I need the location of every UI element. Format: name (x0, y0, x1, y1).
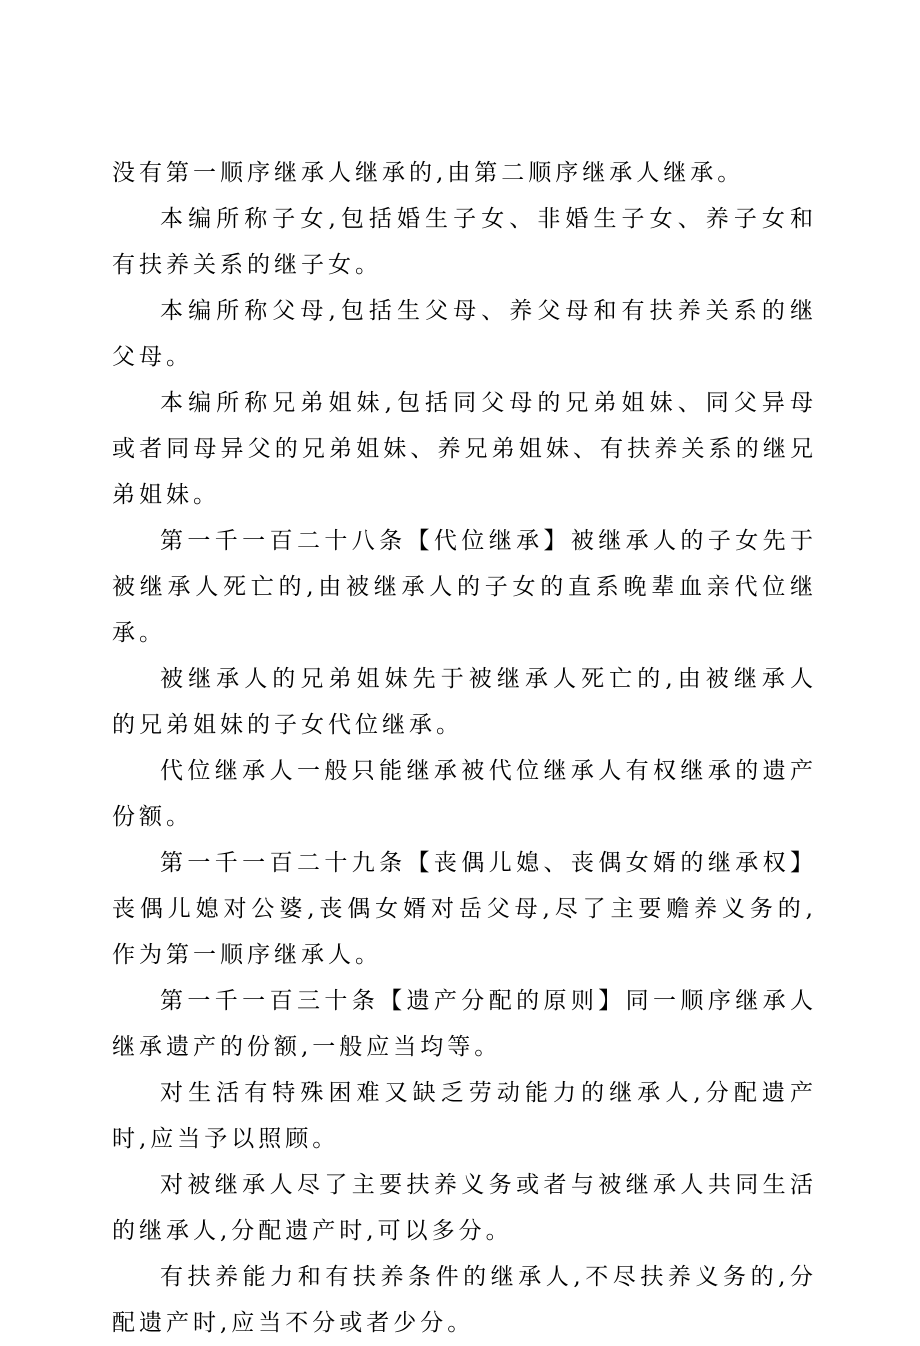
paragraph-12: 有扶养能力和有扶养条件的继承人,不尽扶养义务的,分配遗产时,应当不分或者少分。 (112, 1264, 817, 1336)
paragraph-11: 对被继承人尽了主要扶养义务或者与被继承人共同生活的继承人,分配遗产时,可以多分。 (112, 1172, 817, 1244)
paragraph-1: 没有第一顺序继承人继承的,由第二顺序继承人继承。 (112, 160, 745, 186)
paragraph-7: 代位继承人一般只能继承被代位继承人有权继承的遗产份额。 (112, 758, 817, 830)
document-page (112, 150, 817, 1346)
paragraph-5: 第一千一百二十八条【代位继承】被继承人的子女先于被继承人死亡的,由被继承人的子女的直系晚辈血亲代位继承。 (112, 528, 817, 646)
paragraph-9: 第一千一百三十条【遗产分配的原则】同一顺序继承人继承遗产的份额,一般应当均等。 (112, 988, 817, 1060)
paragraph-8: 第一千一百二十九条【丧偶儿媳、丧偶女婿的继承权】丧偶儿媳对公婆,丧偶女婿对岳父母,尽了主要赡养义务的,作为第一顺序继承人。 (112, 850, 817, 968)
paragraph-2: 本编所称子女,包括婚生子女、非婚生子女、养子女和有扶养关系的继子女。 (112, 206, 817, 278)
paragraph-3: 本编所称父母,包括生父母、养父母和有扶养关系的继父母。 (112, 298, 817, 370)
paragraph-10: 对生活有特殊困难又缺乏劳动能力的继承人,分配遗产时,应当予以照顾。 (112, 1080, 817, 1152)
paragraph-4: 本编所称兄弟姐妹,包括同父母的兄弟姐妹、同父异母或者同母异父的兄弟姐妹、养兄弟姐妹、有扶养关系的继兄弟姐妹。 (112, 390, 817, 508)
paragraph-6: 被继承人的兄弟姐妹先于被继承人死亡的,由被继承人的兄弟姐妹的子女代位继承。 (112, 666, 817, 738)
